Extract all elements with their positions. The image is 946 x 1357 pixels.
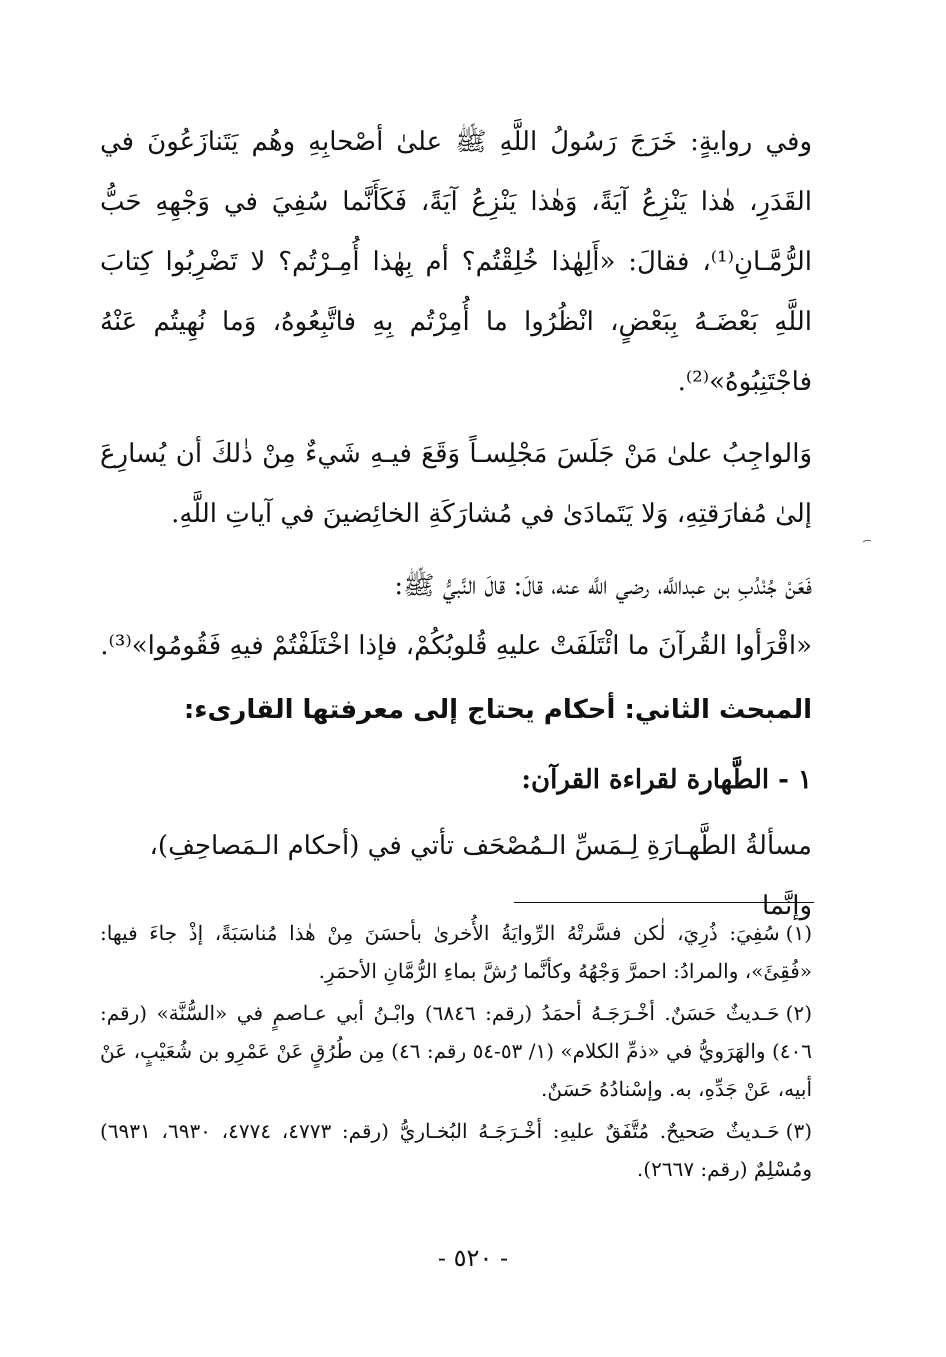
- paragraph-hadith-quote: «اقْرَأوا القُرآنَ ما ائْتَلَفَتْ عليهِ قُلوبُكُمْ، فإذا اخْتَلَفْتُمْ فيهِ فَقُومُوا»⁽³⁾.: [100, 631, 812, 661]
- footnote-divider: [514, 902, 814, 903]
- stray-ink-mark: [862, 538, 872, 544]
- footnote-marker: (١): [785, 921, 812, 945]
- main-text: [100, 112, 812, 676]
- section-paragraph: مسألةُ الطَّهـارَةِ لِـمَسِّ الـمُصْحَف تأتي في (أحكام الـمَصاحِفِ)، وإنَّما: [149, 831, 812, 921]
- footnote-2: [100, 994, 812, 1108]
- footnote-1: [100, 914, 812, 990]
- footnote-text: سُفِيَ: ذُرِيَ، لٰكن فسَّرتْهُ الرِّوايَةُ الأُخرىٰ بأحسَنَ مِنْ هٰذا مُناسَبَةً، إذْ جاءَ فيها: «فُقِئَ»، والمرادُ: احمرَّ وَجْهُهُ وكأنَّما رُشَّ بماءِ الرُّمَّانِ الأحمَرِ.: [100, 921, 812, 983]
- paragraph-jundub: فَعَنْ جُنْدُبِ بن عبداللَّه، رضي اللَّه عنه، قالَ: قالَ النَّبيُّ ﷺ:: [394, 571, 812, 601]
- paragraph-narration: وفي روايةٍ: خَرَجَ رَسُولُ اللَّهِ ﷺ علىٰ أصْحابِهِ وهُم يَتَنازَعُونَ في القَدَرِ، هٰذا يَنْزِعُ آيَةً، وَهٰذا يَنْزِعُ آيَةً، فَكَأَنَّما سُفِيَ في وَجْهِهِ حَبُّ الرُّمَّـانِ⁽¹⁾، فقالَ: «أَلِهٰذا خُلِقْتُم؟ أم بِهٰذا أُمِـرْتُم؟ لا تَضْرِبُوا كِتابَ اللَّهِ بَعْضَـهُ بِبَعْضٍ، انْظُرُوا ما أُمِرْتُم بِهِ فاتَّبِعُوهُ، وَما نُهِيتُم عَنْهُ فاجْتَنِبُوهُ»⁽²⁾.: [100, 127, 812, 397]
- footnote-3: [100, 1112, 812, 1188]
- footnotes: [100, 914, 812, 1192]
- footnote-marker: (٢): [785, 1001, 813, 1025]
- footnote-marker: (٣): [785, 1119, 812, 1143]
- footnote-text: حَـديثٌ حَسَنٌ. أخْـرَجَـهُ أحمَدُ (رقم: ٦٨٤٦) وابْـنُ أبي عـاصمٍ في «السُّنَّة» (رقم: ٤٠٦) والهَرَويُّ في «ذمِّ الكلام» (١/ ٥٣-٥٤ رقم: ٤٦) مِن طُرُقٍ عَنْ عَمْرِو بن شُعَيْبٍ، عَنْ أبيه، عَنْ جَدِّهِ، به. وإسْنادُهُ حَسَنٌ.: [100, 1001, 813, 1101]
- page-number: - ٥٢٠ -: [437, 1244, 509, 1272]
- section-heading: المبحث الثاني: أحكام يحتاج إلى معرفتها القارىء:: [183, 695, 812, 725]
- subsection-heading: ١ - الطَّهارة لقراءة القرآن:: [521, 765, 812, 795]
- paragraph-obligation: وَالواجِبُ علىٰ مَنْ جَلَسَ مَجْلِسـاً وَقَعَ فيـهِ شَيءٌ مِنْ ذٰلكَ أن يُسارِعَ إلىٰ مُفارَقتِهِ، وَلا يَتَمادَىٰ في مُشارَكَةِ الخائِضينَ في آياتِ اللَّهِ.: [100, 439, 812, 529]
- footnote-text: حَـديثٌ صَحيحٌ. مُتَّفَقٌ عليهِ: أخْـرَجَـهُ البُخـاريُّ (رقم: ٤٧٧٣، ٤٧٧٤، ٦٩٣٠، ٦٩٣١) ومُسْلِمٌ (رقم: ٢٦٦٧).: [100, 1119, 812, 1181]
